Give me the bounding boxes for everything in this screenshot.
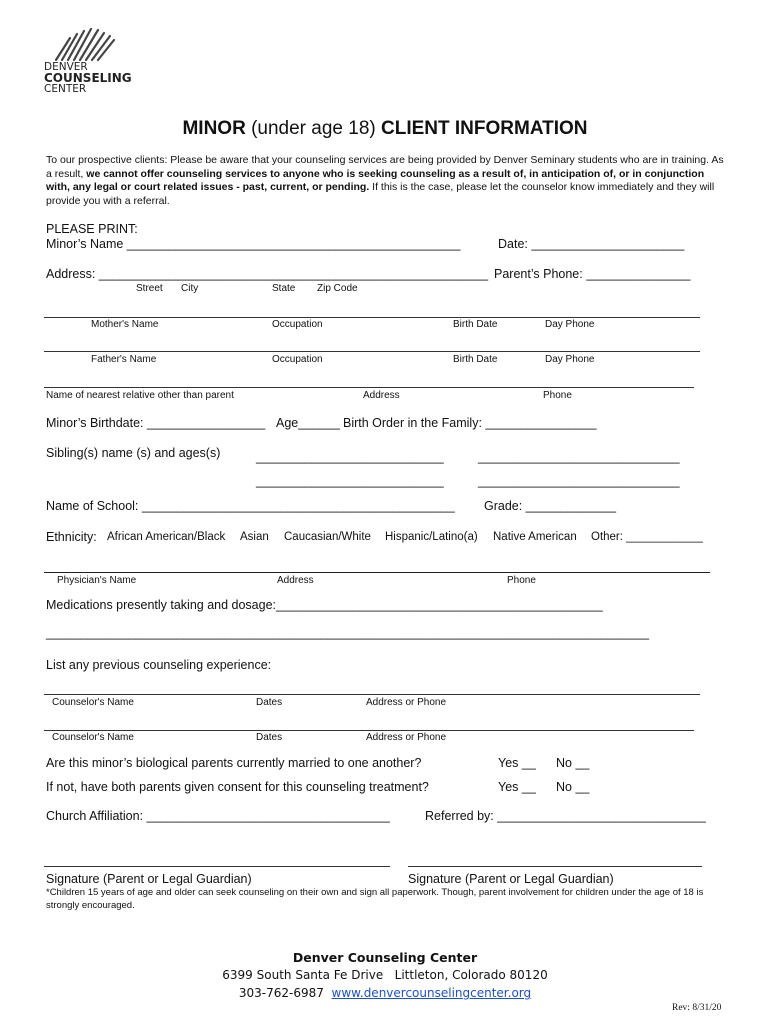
married-no[interactable]: No __ — [556, 756, 590, 770]
ethnicity-option-african-american[interactable]: African American/Black — [107, 531, 226, 543]
counselor-info-line-2[interactable] — [44, 730, 694, 731]
sibling-line-4[interactable]: _____________________________ — [478, 474, 680, 488]
birth-order-field[interactable]: Birth Order in the Family: ________________ — [343, 416, 597, 430]
signature-line-1[interactable] — [44, 866, 390, 867]
nearest-relative-label: Name of nearest relative other than parent — [46, 390, 234, 401]
ethnicity-label: Ethnicity: — [46, 530, 97, 544]
mother-day-phone-label: Day Phone — [545, 319, 595, 330]
ethnicity-option-asian[interactable]: Asian — [240, 531, 269, 543]
signature-label-2: Signature (Parent or Legal Guardian) — [408, 872, 614, 886]
logo-mark-icon — [44, 26, 132, 62]
street-label: Street — [136, 283, 163, 294]
footer-address: 6399 South Santa Fe Drive Littleton, Colorado 80120 — [222, 968, 548, 982]
footnote: *Children 15 years of age and older can seek counseling on their own and sign all paperwork. Though, parent involvement for children under the age of 18 is strongly encouraged. — [46, 887, 704, 911]
counselor-name-label-2: Counselor's Name — [52, 732, 134, 743]
intro-part1: To our prospective clients: Please be aware that your counseling services are being provided by Denver Seminary students who are in training. As a result, — [46, 154, 724, 180]
title-bold-2: CLIENT INFORMATION — [381, 118, 588, 139]
mother-info-line[interactable] — [44, 317, 700, 318]
church-affiliation-field[interactable]: Church Affiliation: ___________________________________ — [46, 809, 390, 823]
counselor-address-label-2: Address or Phone — [366, 732, 447, 743]
physician-address-label: Address — [277, 575, 314, 586]
physicians-name-label: Physician's Name — [57, 575, 137, 586]
city-label: City — [181, 283, 199, 294]
footer-org-name: Denver Counseling Center — [292, 950, 478, 965]
title-normal: (under age 18) — [245, 118, 381, 139]
medications-field[interactable]: Medications presently taking and dosage:_______________________________________________ — [46, 598, 603, 612]
mother-occupation-label: Occupation — [272, 319, 323, 330]
address-field[interactable]: Address: ________________________________________________________ — [46, 267, 489, 281]
ethnicity-option-hispanic[interactable]: Hispanic/Latino(a) — [385, 531, 478, 543]
minors-name-field[interactable]: Minor’s Name ________________________________________________ — [46, 237, 461, 251]
siblings-label: Sibling(s) name (s) and ages(s) — [46, 446, 221, 460]
ethnicity-option-caucasian[interactable]: Caucasian/White — [284, 531, 371, 543]
relative-address-label: Address — [363, 390, 400, 401]
referred-by-field[interactable]: Referred by: ______________________________ — [425, 809, 706, 823]
father-birth-date-label: Birth Date — [453, 354, 498, 365]
physician-info-line[interactable] — [44, 572, 710, 573]
fathers-name-label: Father's Name — [91, 354, 157, 365]
counselor-info-line-1[interactable] — [44, 694, 700, 695]
intro-part2: If this is the case, please let the counselor know immediately and they will provide you with a referral. — [46, 181, 715, 207]
signature-label-1: Signature (Parent or Legal Guardian) — [46, 872, 252, 886]
ethnicity-other-field[interactable]: Other: ____________ — [591, 531, 703, 543]
medications-line-2[interactable]: ________________________________________________________________________________________ — [46, 626, 649, 640]
father-info-line[interactable] — [44, 351, 700, 352]
school-field[interactable]: Name of School: _____________________________________________ — [46, 499, 455, 513]
sibling-line-1[interactable]: ___________________________ — [256, 450, 444, 464]
sibling-line-3[interactable]: ___________________________ — [256, 474, 444, 488]
intro-bold: we cannot offer counseling services to anyone who is seeking counseling as a result of, in anticipation of, or in conjunction with, any legal or court related issues - past, current, or pending. — [46, 167, 705, 193]
consent-no[interactable]: No __ — [556, 780, 590, 794]
footer-contact — [0, 986, 770, 1000]
minors-birthdate-field[interactable]: Minor’s Birthdate: _________________ — [46, 416, 266, 430]
footer-website-link[interactable]: www.denvercounselingcenter.org — [331, 986, 532, 1000]
physician-phone-label: Phone — [507, 575, 536, 586]
logo-line1: DENVER — [44, 61, 88, 73]
previous-counseling-label: List any previous counseling experience: — [46, 658, 272, 672]
counselor-name-label-1: Counselor's Name — [52, 697, 134, 708]
logo-line2: COUNSELING — [44, 71, 132, 85]
page-title — [0, 118, 770, 140]
relative-info-line[interactable] — [44, 387, 694, 388]
signature-line-2[interactable] — [408, 866, 702, 867]
mothers-name-label: Mother's Name — [91, 319, 159, 330]
logo-line3: CENTER — [44, 83, 87, 95]
revision-date: Rev: 8/31/20 — [672, 1003, 722, 1013]
grade-field[interactable]: Grade: _____________ — [484, 499, 617, 513]
consent-yes[interactable]: Yes __ — [498, 780, 536, 794]
age-field[interactable]: Age______ — [276, 416, 340, 430]
married-question: Are this minor’s biological parents currently married to one another? — [46, 756, 422, 770]
parents-phone-field[interactable]: Parent’s Phone: _______________ — [494, 267, 691, 281]
counselor-dates-label-1: Dates — [256, 697, 283, 708]
counselor-dates-label-2: Dates — [256, 732, 283, 743]
consent-question: If not, have both parents given consent for this counseling treatment? — [46, 780, 429, 794]
please-print-label: PLEASE PRINT: — [46, 222, 138, 236]
father-occupation-label: Occupation — [272, 354, 323, 365]
relative-phone-label: Phone — [543, 390, 572, 401]
zip-label: Zip Code — [317, 283, 358, 294]
sibling-line-2[interactable]: _____________________________ — [478, 450, 680, 464]
footer-phone: 303-762-6987 — [238, 986, 324, 1000]
counselor-address-label-1: Address or Phone — [366, 697, 447, 708]
date-field[interactable]: Date: ______________________ — [498, 237, 685, 251]
father-day-phone-label: Day Phone — [545, 354, 595, 365]
ethnicity-option-native-american[interactable]: Native American — [493, 531, 577, 543]
state-label: State — [272, 283, 296, 294]
intro-paragraph — [46, 154, 726, 208]
logo-text — [44, 62, 132, 95]
title-bold-1: MINOR — [182, 118, 246, 139]
married-yes[interactable]: Yes __ — [498, 756, 536, 770]
mother-birth-date-label: Birth Date — [453, 319, 498, 330]
